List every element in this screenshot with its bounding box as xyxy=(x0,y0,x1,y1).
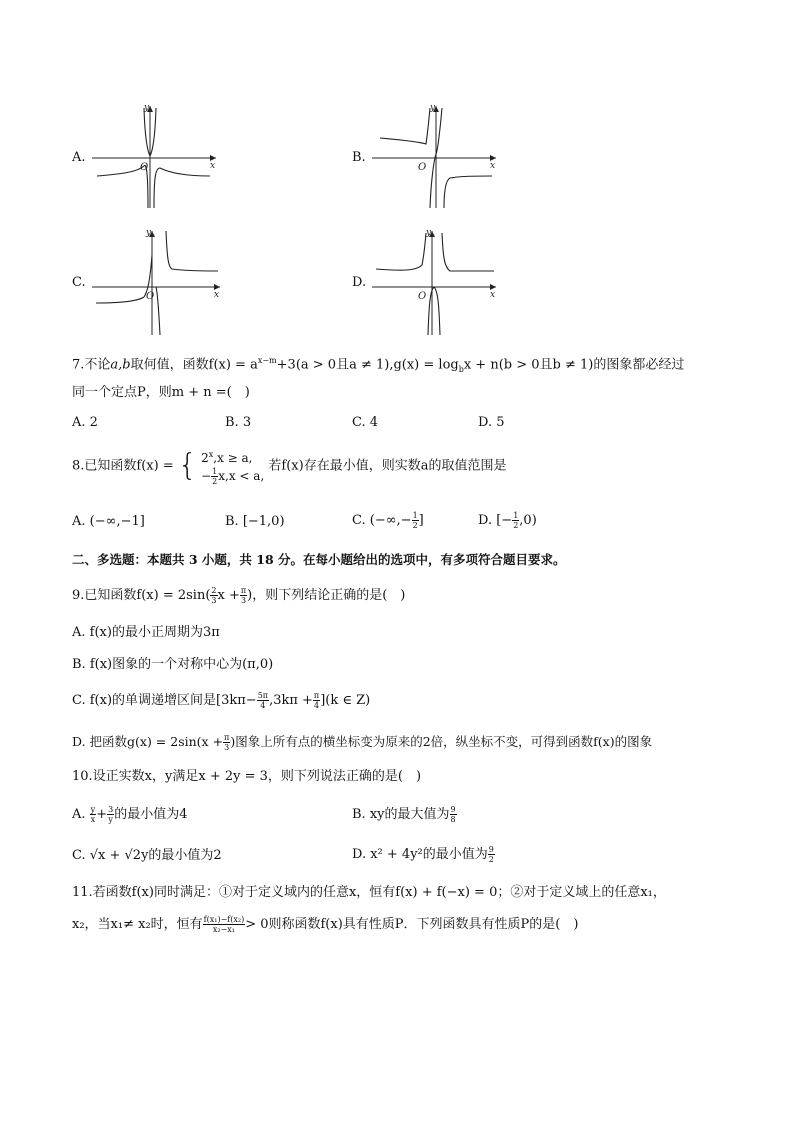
graph-c-origin: O xyxy=(146,291,155,302)
graph-c-x-label: x xyxy=(214,290,220,300)
q10-option-c: C. √x + √2y的最小值为2 xyxy=(72,848,222,863)
q9-option-b: B. f(x)图象的一个对称中心为(π,0) xyxy=(72,657,274,672)
q9-option-c: C. f(x)的单调递增区间是[3kπ− $\frac{5\pi}{4}$ ,3kπ + $\frac{\pi}{4}$ ](k ∈ Z) xyxy=(72,691,371,710)
q10-option-a: A. $\frac{y}{x}$ + $\frac{3}{y}$ 的最小值为4 xyxy=(72,805,188,824)
q8-option-c: C. (−∞,− $\frac{1}{2}$ ] xyxy=(352,511,424,530)
q10-stem: 10.设正实数x，y满足x + 2y = 3，则下列说法正确的是( ) xyxy=(72,769,422,784)
q7-line2: 同一个定点P，则m + n =( ) xyxy=(72,385,250,400)
graph-b-origin: O xyxy=(418,162,427,173)
q8-stem: 8.已知函数f(x) = { $2^x,x \ge a$, − $\frac{1}{2}$ x,x < a, 若f(x)存在最小值，则实数a的取值范围是 xyxy=(72,448,507,486)
section-2-heading: 二、多选题：本题共 3 小题，共 18 分。在每小题给出的选项中，有多项符合题目要求。 xyxy=(72,552,566,567)
graph-a xyxy=(92,100,222,210)
graph-b-label: B. xyxy=(352,150,366,165)
graph-c xyxy=(92,225,227,337)
q7-option-d: D. 5 xyxy=(478,415,505,430)
q10-option-d: D. x² + 4y²的最小值为 $\frac{9}{2}$ xyxy=(352,845,494,864)
graph-b-x-label: x xyxy=(490,161,496,171)
graph-a-origin: O xyxy=(140,162,149,173)
graph-d-origin: O xyxy=(418,291,427,302)
graph-a-y-label: y xyxy=(144,103,150,113)
q7-option-a: A. 2 xyxy=(72,415,98,430)
q10-option-b: B. xy的最大值为 $\frac{9}{8}$ xyxy=(352,805,456,824)
graph-c-y-label: y xyxy=(146,228,152,238)
graph-a-x-label: x xyxy=(210,161,216,171)
q8-option-d: D. [− $\frac{1}{2}$ ,0) xyxy=(478,511,537,530)
q11-line2: x₂，当x₁≠ x₂时，恒有 $\frac{\text{f(x₁)−f(x₂)}}{\text{x₂−x₁}}$ > 0则称函数f(x)具有性质P．下列函数具有性质P的是( ) xyxy=(72,915,579,934)
q7-option-c: C. 4 xyxy=(352,415,379,430)
q8-option-b: B. [−1,0) xyxy=(225,514,285,529)
graph-c-label: C. xyxy=(72,275,86,290)
graph-d-y-label: y xyxy=(426,228,432,238)
graph-a-label: A. xyxy=(72,150,86,165)
graph-d xyxy=(372,225,502,337)
q9-option-a: A. f(x)的最小正周期为3π xyxy=(72,625,220,640)
graph-b xyxy=(372,100,502,210)
q11-line1: 11.若函数f(x)同时满足：①对于定义域内的任意x，恒有f(x) + f(−x) = 0；②对于定义域上的任意x₁， xyxy=(72,885,666,900)
graph-d-label: D. xyxy=(352,275,367,290)
q9-option-d: D. 把函数g(x) = 2sin(x + $\frac{\pi}{3}$ )图象上所有点的横坐标变为原来的2倍，纵坐标不变，可得到函数f(x)的图象 xyxy=(72,733,653,752)
graph-d-x-label: x xyxy=(490,290,496,300)
q7-option-b: B. 3 xyxy=(225,415,252,430)
graph-b-y-label: y xyxy=(430,103,436,113)
q8-option-a: A. (−∞,−1] xyxy=(72,514,145,529)
q7-line1: 7.不论a,b取何值，函数$f(x) = a^{x-m}+3(a > 0$且$a \ne 1),g(x) = \log_bx + n(b > 0$且b ≠ 1)的图象都必经过 xyxy=(72,356,685,374)
q9-stem: 9.已知函数f(x) = 2sin( $\frac{2}{3}$ x + $\frac{\pi}{3}$ )，则下列结论正确的是( ) xyxy=(72,586,406,605)
